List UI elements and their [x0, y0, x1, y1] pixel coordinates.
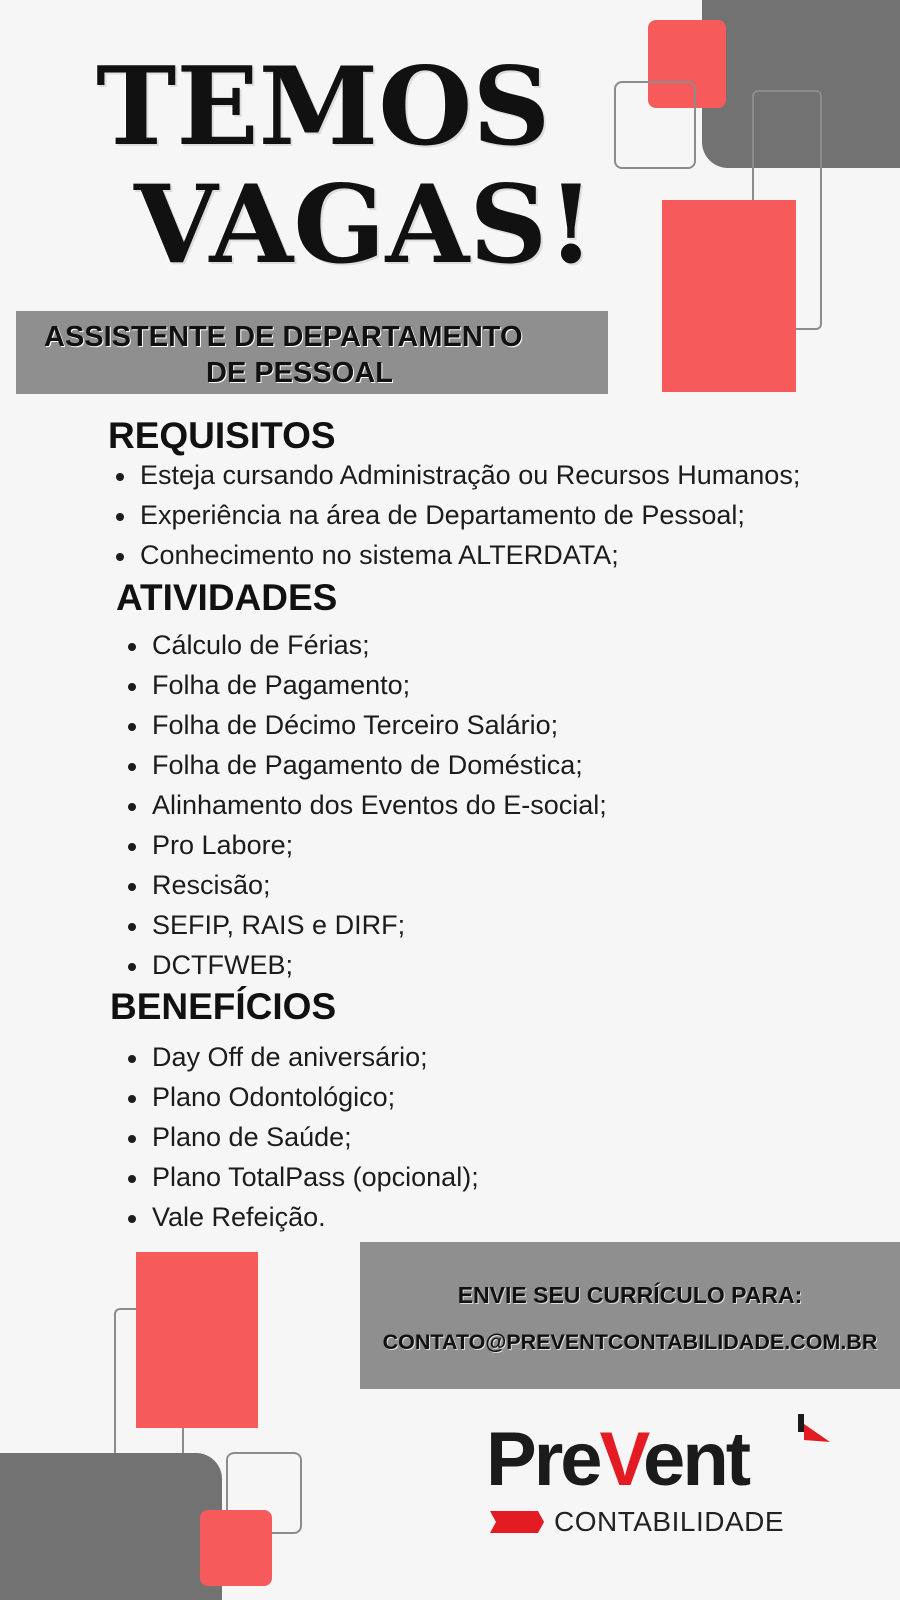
prevent-logo [486, 1414, 846, 1544]
decorative-gray-block-bottom-left [0, 1453, 222, 1600]
logo-stripe-icon [490, 1511, 544, 1533]
decorative-red-rectangle-top [662, 200, 796, 392]
list-item: Alinhamento dos Eventos do E-social; [124, 785, 607, 825]
section-title-requisitos: REQUISITOS [108, 415, 336, 456]
headline-line-1: TEMOS [96, 44, 551, 170]
contact-email-link[interactable]: CONTATO@PREVENTCONTABILIDADE.COM.BR [382, 1330, 878, 1354]
beneficios-list [124, 1037, 479, 1237]
list-item: Experiência na área de Departamento de Pessoal; [112, 495, 800, 535]
list-item: Rescisão; [124, 865, 607, 905]
list-item: Day Off de aniversário; [124, 1037, 479, 1077]
section-title-atividades: ATIVIDADES [116, 577, 338, 618]
logo-word-end: ent [643, 1417, 749, 1502]
headline-line-2: VAGAS! [134, 162, 595, 288]
logo-word-start: Pre [486, 1417, 600, 1502]
list-item: Plano Odontológico; [124, 1077, 479, 1117]
section-title-beneficios: BENEFÍCIOS [110, 986, 337, 1027]
list-item: Folha de Pagamento; [124, 665, 607, 705]
atividades-list [124, 625, 607, 985]
list-item: Pro Labore; [124, 825, 607, 865]
list-item: Esteja cursando Administração ou Recursos Humanos; [112, 455, 800, 495]
list-item: SEFIP, RAIS e DIRF; [124, 905, 607, 945]
contact-box [360, 1242, 900, 1389]
job-title-line-1: ASSISTENTE DE DEPARTAMENTO [44, 321, 523, 353]
list-item: DCTFWEB; [124, 945, 607, 985]
list-item: Cálculo de Férias; [124, 625, 607, 665]
requisitos-list [112, 455, 800, 575]
job-title [16, 319, 608, 391]
contact-label: ENVIE SEU CURRÍCULO PARA: [457, 1282, 803, 1308]
list-item: Folha de Décimo Terceiro Salário; [124, 705, 607, 745]
headline [96, 44, 656, 288]
decorative-red-square-bottom [200, 1510, 272, 1586]
list-item: Plano TotalPass (opcional); [124, 1157, 479, 1197]
job-title-line-2: DE PESSOAL [206, 357, 393, 389]
logo-wordmark [486, 1417, 749, 1502]
list-item: Vale Refeição. [124, 1197, 479, 1237]
logo-word-accent: V [599, 1417, 644, 1502]
decorative-red-rectangle-bottom [136, 1252, 258, 1428]
list-item: Conhecimento no sistema ALTERDATA; [112, 535, 800, 575]
list-item: Folha de Pagamento de Doméstica; [124, 745, 607, 785]
logo-flag-icon [796, 1414, 830, 1444]
job-title-banner [16, 311, 608, 394]
list-item: Plano de Saúde; [124, 1117, 479, 1157]
logo-subtitle: CONTABILIDADE [554, 1506, 785, 1537]
